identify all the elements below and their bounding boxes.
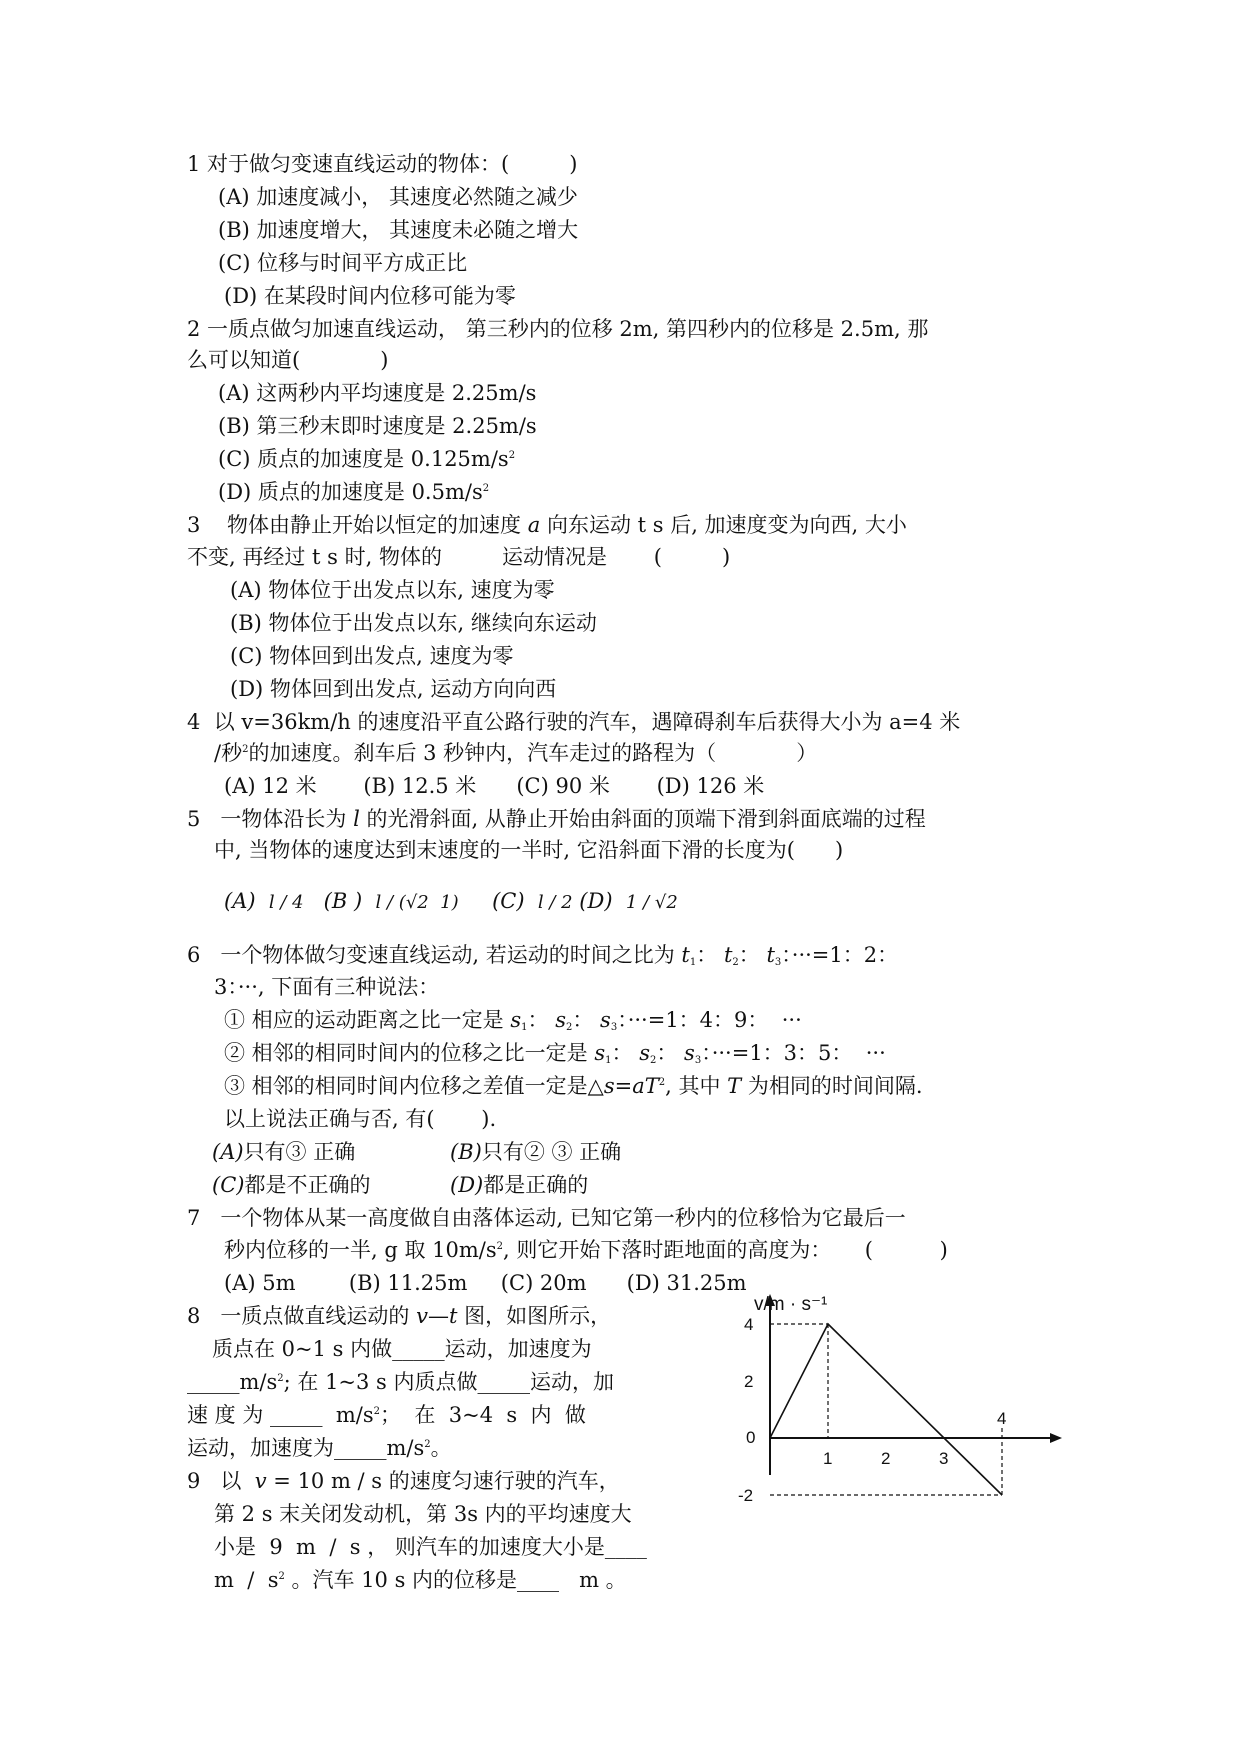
q7-stem-line1: 7 一个物体从某一高度做自由落体运动, 已知它第一秒内的位移恰为它最后一	[187, 1206, 906, 1230]
x-tick-3: 3	[939, 1449, 949, 1468]
q6-stem-line1: 6 一个物体做匀变速直线运动, 若运动的时间之比为 $t_1$： $t_2$： $t_3$：···=1：2：	[187, 943, 899, 968]
q3-stem-line2: 不变, 再经过 t s 时, 物体的 运动情况是 ( )	[187, 545, 731, 569]
q9-line3: 小是 9 m / s ， 则汽车的加速度大小是____	[214, 1535, 647, 1559]
y-tick-neg2: -2	[738, 1486, 754, 1505]
q9-line1: 9 以 v = 10 m / s 的速度匀速行驶的汽车，	[187, 1469, 620, 1493]
x-tick-1: 1	[823, 1449, 833, 1468]
q1-option-d: (D) 在某段时间内位移可能为零	[224, 284, 516, 308]
q5-stem-line2: 中, 当物体的速度达到末速度的一半时, 它沿斜面下滑的长度为( )	[214, 838, 844, 862]
q1-option-c: (C) 位移与时间平方成正比	[218, 251, 468, 275]
q2-stem-line2: 么可以知道( )	[187, 348, 389, 372]
q2-option-a: (A) 这两秒内平均速度是 2.25m/s	[218, 381, 537, 405]
q6-option-c: (C)都是不正确的	[212, 1173, 371, 1197]
q6-statement-2: ② 相邻的相同时间内的位移之比一定是 $s_1$： $s_2$： $s_3$：···=1：3：5： ···	[224, 1041, 886, 1066]
q4-stem-line2: /秒$^2$的加速度。刹车后 3 秒钟内，汽车走过的路程为（ ）	[214, 741, 818, 765]
tick-labels	[738, 1315, 1006, 1505]
q4-stem-line1: 4 以 v=36km/h 的速度沿平直公路行驶的汽车，遇障碍刹车后获得大小为 a=4 米	[187, 710, 961, 734]
q6-question: 以上说法正确与否, 有( ).	[224, 1107, 497, 1131]
q8-line2: 质点在 0~1 s 内做_____运动，加速度为	[212, 1337, 592, 1361]
q4-options: (A) 12 米 (B) 12.5 米 (C) 90 米 (D) 126 米	[224, 774, 765, 798]
q3-option-b: (B) 物体位于出发点以东, 继续向东运动	[230, 611, 597, 635]
q6-stem-line2: 3：···, 下面有三种说法：	[214, 975, 440, 999]
origin-label: 0	[746, 1428, 756, 1447]
q6-statement-1: ① 相应的运动距离之比一定是 $s_1$： $s_2$： $s_3$：···=1：4：9： ···	[224, 1008, 802, 1033]
q8-line1: 8 一质点做直线运动的 v—t 图，如图所示，	[187, 1304, 612, 1328]
q2-stem-line1: 2 一质点做匀加速直线运动， 第三秒内的位移 2m, 第四秒内的位移是 2.5m, 那	[187, 317, 929, 341]
q6-option-d: (D)都是正确的	[450, 1173, 589, 1197]
q2-option-d: (D) 质点的加速度是 $0.5m/s^2$	[218, 480, 490, 504]
guide-lines	[770, 1324, 1002, 1495]
q5-stem-line1: 5 一物体沿长为 l 的光滑斜面, 从静止开始由斜面的顶端下滑到斜面底端的过程	[187, 807, 926, 831]
q2-option-b: (B) 第三秒末即时速度是 2.25m/s	[218, 414, 537, 438]
x-tick-4: 4	[997, 1409, 1007, 1428]
q1-stem: 1 对于做匀变速直线运动的物体：( )	[187, 152, 578, 176]
q9-line2: 第 2 s 末关闭发动机，第 3s 内的平均速度大	[214, 1502, 632, 1526]
velocity-series-line	[770, 1324, 1002, 1495]
q3-stem-line1: 3 物体由静止开始以恒定的加速度 a 向东运动 t s 后, 加速度变为向西, 大小	[187, 513, 907, 537]
y-axis-label: v/m · s⁻¹	[754, 1294, 828, 1315]
q2-option-c: (C) 质点的加速度是 $0.125m/s^2$	[218, 447, 516, 471]
q3-option-a: (A) 物体位于出发点以东, 速度为零	[230, 578, 555, 602]
q1-option-a: (A) 加速度减小， 其速度必然随之减少	[218, 185, 578, 209]
y-tick-2: 2	[744, 1372, 754, 1391]
q3-option-c: (C) 物体回到出发点, 速度为零	[230, 644, 514, 668]
q3-option-d: (D) 物体回到出发点, 运动方向向西	[230, 677, 557, 701]
q5-options: (A) l / 4 (B ) l / (√2 1) (C) l / 2 (D) 1 / √2	[224, 889, 678, 913]
x-tick-2: 2	[881, 1449, 891, 1468]
q1-option-b: (B) 加速度增大， 其速度未必随之增大	[218, 218, 579, 242]
q6-option-a: (A)只有③ 正确	[212, 1140, 356, 1164]
q7-options: (A) 5m (B) 11.25m (C) 20m (D) 31.25m	[224, 1271, 747, 1295]
velocity-time-graph	[722, 1290, 1067, 1505]
q6-statement-3: ③ 相邻的相同时间内位移之差值一定是$\triangle s=aT^2$, 其中 T 为相同的时间间隔.	[224, 1074, 923, 1098]
q6-option-b: (B)只有② ③ 正确	[450, 1140, 622, 1164]
q8-line4: 速 度 为 _____ $m/s^2$； 在 3~4 s 内 做	[187, 1403, 586, 1427]
q9-line4: m / $s^2$ 。汽车 10 s 内的位移是____ m 。	[214, 1568, 627, 1592]
q8-line5: 运动，加速度为$\_\_\_\_\_m/s^2$。	[187, 1436, 452, 1460]
x-axis-arrow	[1050, 1433, 1062, 1443]
y-tick-4: 4	[744, 1315, 754, 1334]
q7-stem-line2: 秒内位移的一半, g 取 $10m/s^2$, 则它开始下落时距地面的高度为： ( )	[224, 1238, 948, 1262]
q8-line3: $\_\_\_\_\_m/s^2$; 在 1~3 s 内质点做_____运动，加	[187, 1370, 615, 1394]
